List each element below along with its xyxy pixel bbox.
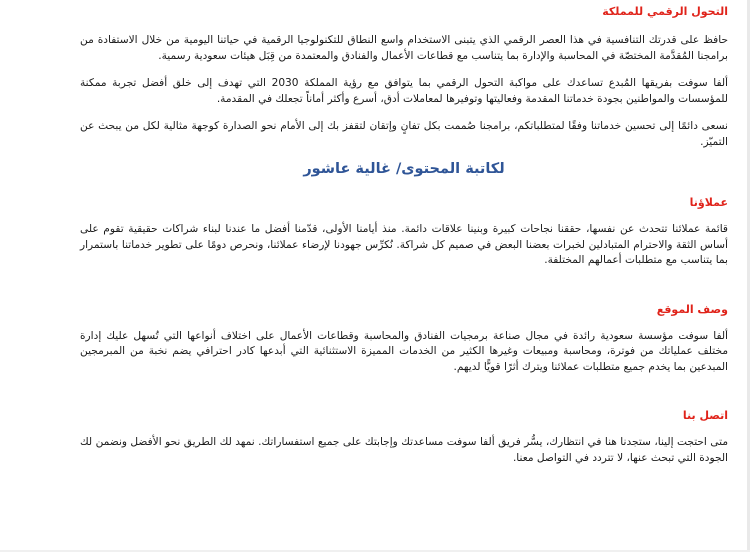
paragraph-transformation-1: حافظ على قدرتك التنافسية في هذا العصر الرقمي الذي يتبنى الاستخدام واسع النطاق للتكنولوجيا الرقمية في حياتنا اليومية من خلال الاستفادة من برامجنا المُقدَّمة المختصّة في المحاسبة والإدارة بما يتناسب مع قطاعات الأعمال والفنادق والمعتمدة من قِبَل هيئات سعودية رسمية.: [80, 34, 728, 62]
heading-clients: عملاؤنا: [689, 196, 728, 209]
paragraph-clients: قائمة عملائنا تتحدث عن نفسها، حققنا نجاحات كبيرة وبنينا علاقات دائمة. منذ أيامنا الأولى، قدّمنا أفضل ما عندنا لبناء شراكات حقيقية تقوم على أساس الثقة والاحترام المتبادلين لخبرات بعضنا البعض في صميم كل شراكة. نُكرِّس جهودنا لإرضاء عملائنا، ونحرص دومًا على تطوير خدماتنا باستمرار بما يتناسب مع متطلبات أعمالهم المختلفة.: [80, 223, 728, 266]
heading-contact: اتصل بنا: [682, 409, 728, 422]
paragraph-transformation-2: ألفا سوفت بفريقها المُبدع تساعدك على مواكبة التحول الرقمي بما يتوافق مع رؤية المملكة 2030 التي تهدف إلى خلق أفضل تجربة ممكنة للمؤسسات والمواطنين بجودة خدماتنا المقدمة وفعاليتها وتوفيرها لمعاملات أدق، أسرع وأكثر أماناً تجعلك في المقدمة.: [80, 77, 728, 105]
paragraph-transformation-3: نسعى دائمًا إلى تحسين خدماتنا وفقًا لمتطلباتكم، برامجنا صُممت بكل تفانٍ وإتقان لتقفز بك إلى الأمام نحو الصدارة كوجهة مثالية لكل من يبحث عن التميّز.: [80, 120, 728, 148]
heading-site-description: وصف الموقع: [656, 302, 728, 316]
paragraph-site-description: ألفا سوفت مؤسسة سعودية رائدة في مجال صناعة برمجيات الفنادق والمحاسبة وقطاعات الأعمال على اختلاف أنواعها التي تُسهل عليك إدارة مختلف عملياتك من فوترة، ومحاسبة ومبيعات وغيرها الكثير من الخدمات المميزة الاستثنائية التي أبدعها كادر احترافي يضم نخبة من المبرمجين المبدعين بما يخدم جميع متطلبات عملائنا ويترك أثرًا قويًّا لديهم.: [80, 329, 728, 373]
paragraph-contact: متى احتجت إلينا، ستجدنا هنا في انتظارك، يسُّر فريق ألفا سوفت مساعدتك وإجابتك على جميع استفساراتك. نمهد لك الطريق نحو الأفضل ونضمن لك الجودة التي تبحث عنها، لا تتردد في التواصل معنا.: [80, 436, 728, 464]
author-line: لكاتبة المحتوى/ غالية عاشور: [303, 161, 505, 177]
heading-digital-transformation: التحول الرقمي للمملكة: [602, 5, 728, 18]
document-content: [80, 5, 728, 466]
